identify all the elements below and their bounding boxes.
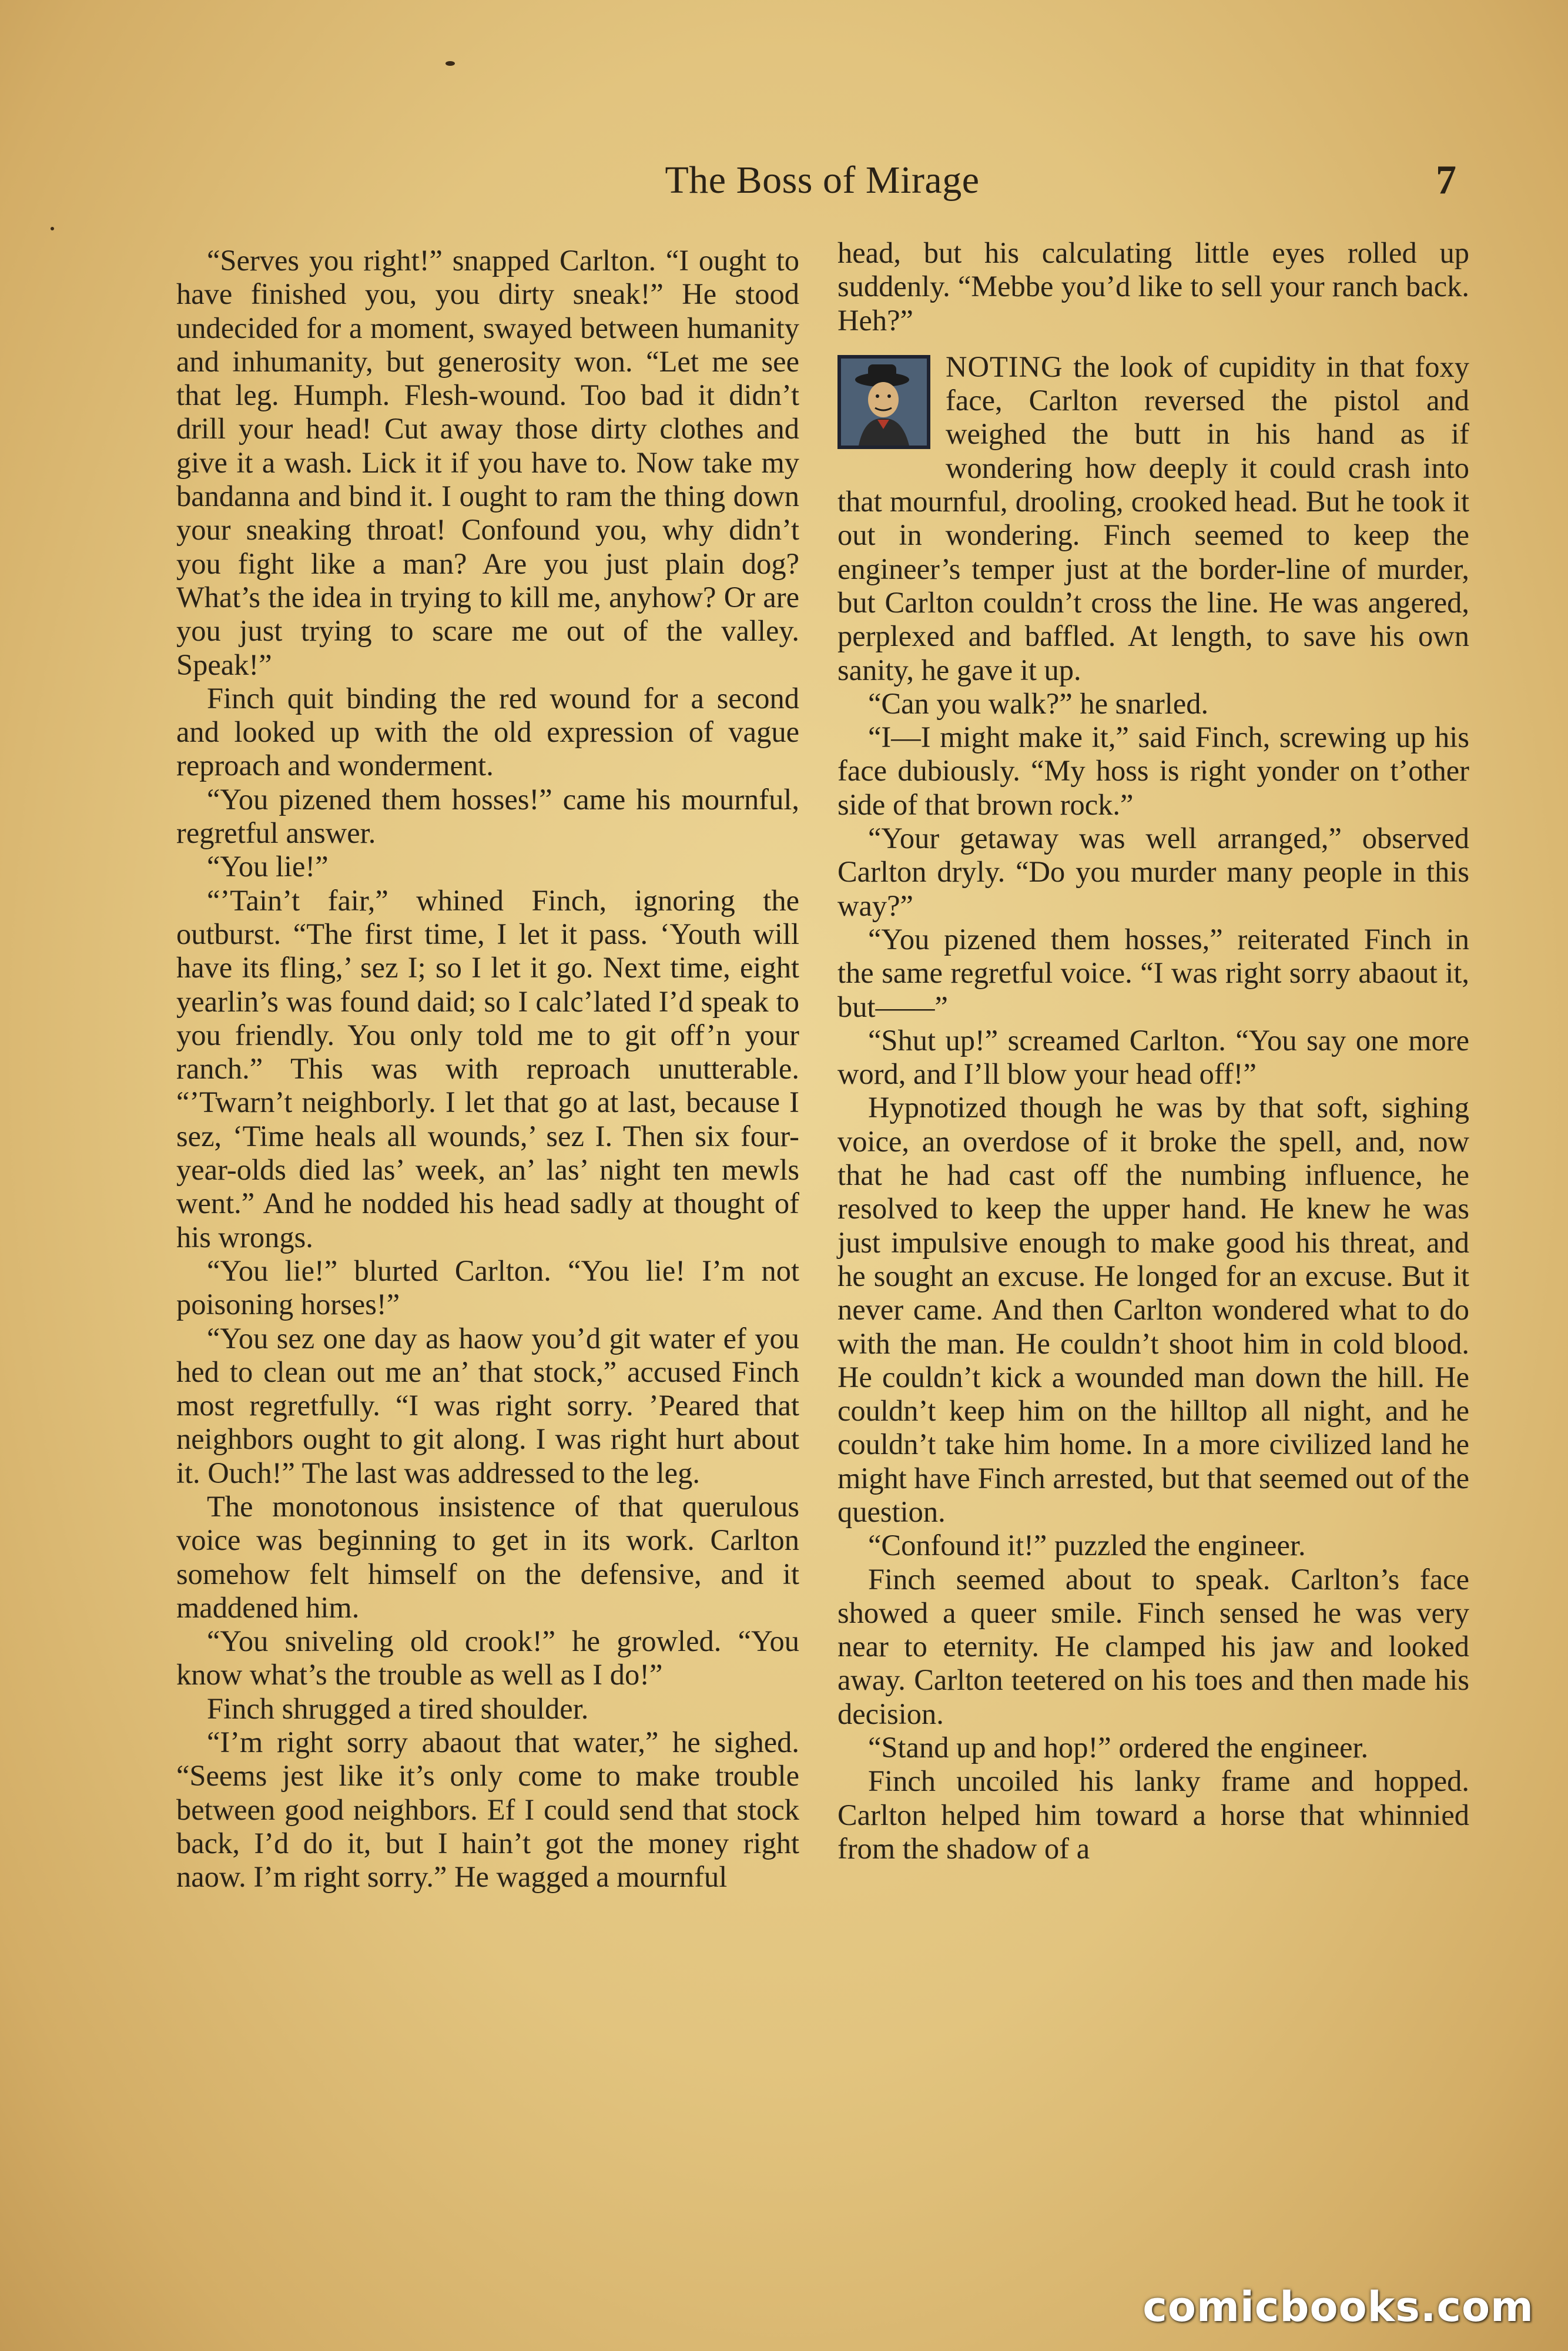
paragraph: “You sez one day as haow you’d git water ef you hed to clean out me an’ that stock,” accused Finch most regretfully. “I was right sorry. ’Peared that neighbors ought to git along. I was right hurt about it. Ouch!” The last was addressed to the leg. (176, 1321, 799, 1489)
watermark: comicbooks.com (1143, 2283, 1534, 2331)
right-column (837, 236, 1469, 1866)
dropcap-paragraph (837, 350, 1469, 687)
page-number: 7 (1436, 158, 1456, 203)
left-column (176, 244, 799, 1894)
paragraph: Finch seemed about to speak. Carlton’s face showed a queer smile. Finch sensed he was very near to eternity. He clamped his jaw and looked away. Carlton teetered on his toes and then made his decision. (837, 1562, 1469, 1730)
paragraph: “I’m right sorry abaout that water,” he sighed. “Seems jest like it’s only come to make trouble between good neighbors. Ef I could send that stock back, I’d do it, but I hain’t got the money right naow. I’m right sorry.” He wagged a mournful (176, 1726, 799, 1894)
paragraph: “You lie!” blurted Carlton. “You lie! I’m not poisoning horses!” (176, 1254, 799, 1321)
paragraph: “Confound it!” puzzled the engineer. (868, 1529, 1306, 1562)
cowboy-portrait-icon (837, 355, 930, 449)
paragraph: “You lie!” (207, 850, 329, 883)
ink-speck (51, 227, 54, 230)
paragraph: “You sniveling old crook!” he growled. “You know what’s the trouble as well as I do!” (176, 1625, 799, 1692)
paragraph: “Your getaway was well arranged,” observed Carlton dryly. “Do you murder many people in this way?” (837, 822, 1469, 922)
paragraph: The monotonous insistence of that querulous voice was beginning to get in its work. Carlton somehow felt himself on the defensive, and it maddened him. (176, 1489, 799, 1624)
continued-paragraph: head, but his calculating little eyes rolled up suddenly. “Mebbe you’d like to sell your ranch back. Heh?” (837, 236, 1469, 337)
paragraph: Hypnotized though he was by that soft, sighing voice, an overdose of it broke the spell, and, now that he had cast off the numbing influence, he resolved to keep the upper hand. He knew he was just impulsive enough to make good his threat, and he sought an excuse. He longed for an excuse. But it never came. And then Carlton wondered what to do with the man. He couldn’t shoot him in cold blood. He couldn’t kick a wounded man down the hill. He couldn’t keep him on the hilltop all night, and he couldn’t take him home. In a more civilized land he might have Finch arrested, but that seemed out of the question. (837, 1091, 1469, 1528)
paragraph: “’Tain’t fair,” whined Finch, ignoring the outburst. “The first time, I let it pass. ‘Youth will have its fling,’ sez I; so I let it go. Next time, eight yearlin’s was found daid; so I calc’lated I’d speak to you friendly. You only told me to git off’n your ranch.” This was with reproach unutterable. “’Twarn’t neighborly. I let that go at last, because I sez, ‘Time heals all wounds,’ sez I. Then six four-year-olds died las’ week, an’ las’ night ten mewls went.” And he nodded his head sadly at thought of his wrongs. (176, 883, 799, 1254)
paragraph: “Can you walk?” he snarled. (868, 686, 1209, 720)
paragraph: “Stand up and hop!” ordered the engineer. (868, 1731, 1369, 1764)
dropcap-word: NOTING (946, 350, 1063, 383)
paragraph: “You pizened them hosses!” came his mournful, regretful answer. (176, 782, 799, 850)
paragraph: “I—I might make it,” said Finch, screwing up his face dubiously. “My hoss is right yonder on t’other side of that brown rock.” (837, 721, 1469, 821)
ink-speck (445, 61, 455, 66)
paragraph: Finch uncoiled his lanky frame and hopped. Carlton helped him toward a horse that whinnied from the shadow of a (837, 1764, 1469, 1865)
dropcap-text: the look of cupidity in that foxy face, Carlton reversed the pistol and weighed the butt in his hand as if wondering how deeply it could crash into that mournful, drooling, crooked head. But he took it out in wondering. Finch seemed to keep the engineer’s temper just at the border-line of murder, but Carlton couldn’t cross the line. He was angered, perplexed and baffled. At length, to save his own sanity, he gave it up. (837, 350, 1469, 686)
paragraph: “Serves you right!” snapped Carlton. “I ought to have finished you, you dirty sneak!” He stood undecided for a moment, swayed between humanity and inhumanity, but generosity won. “Let me see that leg. Humph. Flesh-wound. Too bad it didn’t drill your head! Cut away those dirty clothes and give it a wash. Lick it if you have to. Now take my bandanna and bind it. I ought to ram the thing down your sneaking throat! Confound you, why didn’t you fight like a man? Are you just plain dog? What’s the idea in trying to kill me, anyhow? Or are you just trying to scare me out of the valley. Speak!” (176, 244, 799, 681)
running-title: The Boss of Mirage (665, 159, 980, 202)
paragraph: Finch shrugged a tired shoulder. (207, 1692, 589, 1725)
page-header (170, 154, 1474, 207)
paragraph: “Shut up!” screamed Carlton. “You say one more word, and I’ll blow your head off!” (837, 1023, 1469, 1091)
paragraph: “You pizened them hosses,” reiterated Finch in the same regretful voice. “I was right sorry abaout it, but——” (837, 922, 1469, 1023)
paragraph: Finch quit binding the red wound for a second and looked up with the old expression of vague reproach and wonderment. (176, 681, 799, 782)
